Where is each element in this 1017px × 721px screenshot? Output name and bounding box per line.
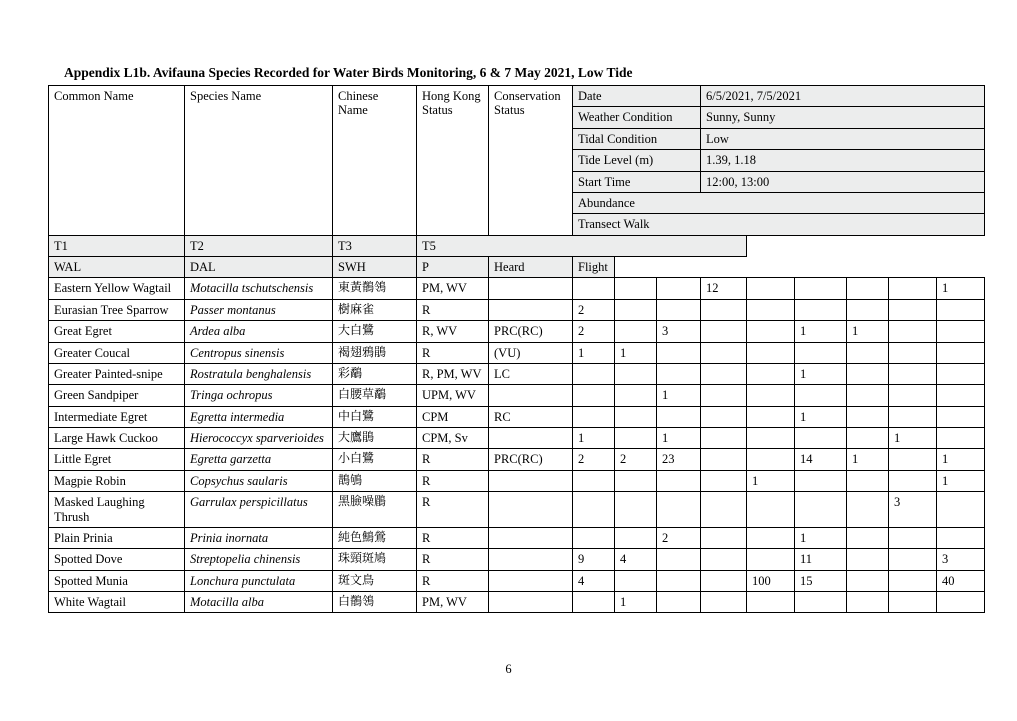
cell-species-name: Prinia inornata [185,527,333,548]
cell-swh [795,385,847,406]
avifauna-table [48,85,985,613]
cell-species-name: Centropus sinensis [185,342,333,363]
cell-species-name: Copsychus saularis [185,470,333,491]
cell-wal: 12 [701,278,747,299]
cell-species-name: Streptopelia chinensis [185,549,333,570]
cell-hk-status: R [417,342,489,363]
cell-dal [747,527,795,548]
cell-hk-status: UPM, WV [417,385,489,406]
meta-value-tide-level: 1.39, 1.18 [701,150,985,171]
cell-flight [937,385,985,406]
cell-hk-status: R [417,549,489,570]
cell-flight [937,321,985,342]
meta-label-transect-walk: Transect Walk [573,214,985,235]
cell-conservation-status: LC [489,363,573,384]
cell-t3: 3 [657,321,701,342]
cell-t1 [573,278,615,299]
cell-p [847,299,889,320]
cell-wal [701,592,747,613]
cell-t3 [657,592,701,613]
cell-t2 [615,299,657,320]
cell-t2 [615,278,657,299]
cell-heard [889,363,937,384]
cell-heard: 1 [889,428,937,449]
cell-conservation-status [489,385,573,406]
col-header-common-name: Common Name [49,86,185,236]
cell-wal [701,470,747,491]
cell-wal [701,549,747,570]
cell-species-name: Ardea alba [185,321,333,342]
cell-flight: 3 [937,549,985,570]
page-title: Appendix L1b. Avifauna Species Recorded for Water Birds Monitoring, 6 & 7 May 2021, Low Tide [64,65,633,80]
cell-heard [889,406,937,427]
table-row [49,342,985,363]
cell-swh [795,278,847,299]
cell-p [847,492,889,528]
table-row [49,406,985,427]
cell-species-name: Egretta intermedia [185,406,333,427]
cell-chinese-name: 小白鷺 [333,449,417,470]
cell-dal [747,406,795,427]
cell-p [847,570,889,591]
cell-hk-status: CPM, Sv [417,428,489,449]
cell-swh: 1 [795,321,847,342]
col-header-hk-status: Hong Kong Status [417,86,489,236]
cell-t1 [573,592,615,613]
cell-species-name: Motacilla tschutschensis [185,278,333,299]
cell-common-name: Little Egret [49,449,185,470]
col-header-t3: T3 [333,235,417,256]
cell-species-name: Egretta garzetta [185,449,333,470]
cell-common-name: Intermediate Egret [49,406,185,427]
cell-swh: 14 [795,449,847,470]
col-header-species-name: Species Name [185,86,333,236]
cell-hk-status: R [417,299,489,320]
cell-common-name: White Wagtail [49,592,185,613]
cell-swh [795,492,847,528]
cell-swh [795,470,847,491]
cell-common-name: Greater Painted-snipe [49,363,185,384]
cell-p [847,278,889,299]
cell-t1: 1 [573,428,615,449]
cell-dal [747,549,795,570]
cell-t2 [615,321,657,342]
cell-conservation-status [489,428,573,449]
cell-t3 [657,278,701,299]
cell-conservation-status [489,592,573,613]
cell-flight: 1 [937,449,985,470]
cell-heard [889,527,937,548]
cell-heard [889,299,937,320]
header-row-transects [49,235,985,256]
table-row [49,549,985,570]
page-number: 6 [505,662,512,676]
cell-common-name: Greater Coucal [49,342,185,363]
cell-dal [747,492,795,528]
cell-chinese-name: 彩鷸 [333,363,417,384]
meta-value-start-time: 12:00, 13:00 [701,171,985,192]
cell-t2 [615,527,657,548]
table-row [49,363,985,384]
cell-wal [701,299,747,320]
cell-p [847,428,889,449]
cell-hk-status: R [417,570,489,591]
cell-common-name: Masked Laughing Thrush [49,492,185,528]
cell-t2 [615,492,657,528]
cell-chinese-name: 白腰草鷸 [333,385,417,406]
meta-label-date: Date [573,86,701,107]
table-row [49,385,985,406]
cell-chinese-name: 褐翅鴉鵑 [333,342,417,363]
cell-heard [889,385,937,406]
cell-wal [701,570,747,591]
cell-flight: 1 [937,278,985,299]
cell-hk-status: R [417,449,489,470]
cell-t1: 4 [573,570,615,591]
cell-wal [701,527,747,548]
cell-chinese-name: 東黃鶺鴒 [333,278,417,299]
cell-species-name: Motacilla alba [185,592,333,613]
cell-species-name: Hierococcyx sparverioides [185,428,333,449]
cell-t3 [657,342,701,363]
col-header-p: P [417,257,489,278]
cell-species-name: Lonchura punctulata [185,570,333,591]
col-header-swh: SWH [333,257,417,278]
cell-dal [747,321,795,342]
col-header-flight: Flight [573,257,615,278]
cell-species-name: Tringa ochropus [185,385,333,406]
cell-t2 [615,406,657,427]
cell-t2: 4 [615,549,657,570]
cell-t1: 1 [573,342,615,363]
cell-common-name: Magpie Robin [49,470,185,491]
cell-flight [937,428,985,449]
cell-t3 [657,299,701,320]
cell-t2 [615,385,657,406]
cell-swh [795,342,847,363]
cell-species-name: Garrulax perspicillatus [185,492,333,528]
cell-conservation-status: PRC(RC) [489,449,573,470]
table-row [49,278,985,299]
cell-t1 [573,363,615,384]
cell-t2: 1 [615,592,657,613]
header-row-subsites [49,257,985,278]
cell-t1: 2 [573,299,615,320]
cell-t1 [573,492,615,528]
meta-label-tidal-condition: Tidal Condition [573,128,701,149]
cell-hk-status: R [417,492,489,528]
cell-t3: 1 [657,428,701,449]
header-row-date [49,86,985,107]
cell-flight [937,592,985,613]
cell-heard [889,342,937,363]
cell-t2 [615,363,657,384]
cell-chinese-name: 純色鷦鶯 [333,527,417,548]
cell-p [847,342,889,363]
cell-flight [937,492,985,528]
cell-common-name: Large Hawk Cuckoo [49,428,185,449]
cell-hk-status: PM, WV [417,592,489,613]
cell-t1: 2 [573,321,615,342]
cell-swh: 11 [795,549,847,570]
cell-dal [747,449,795,470]
cell-p [847,406,889,427]
cell-wal [701,449,747,470]
cell-conservation-status: (VU) [489,342,573,363]
cell-p: 1 [847,321,889,342]
cell-hk-status: R, PM, WV [417,363,489,384]
col-header-chinese-name: Chinese Name [333,86,417,236]
cell-conservation-status [489,570,573,591]
cell-t1: 2 [573,449,615,470]
table-row [49,470,985,491]
cell-hk-status: PM, WV [417,278,489,299]
cell-t2 [615,470,657,491]
cell-dal [747,342,795,363]
meta-label-abundance: Abundance [573,192,985,213]
cell-t2: 1 [615,342,657,363]
table-row [49,449,985,470]
cell-chinese-name: 珠頸斑鳩 [333,549,417,570]
cell-heard [889,570,937,591]
cell-t2: 2 [615,449,657,470]
cell-heard [889,549,937,570]
meta-label-tide-level: Tide Level (m) [573,150,701,171]
cell-dal [747,385,795,406]
col-header-wal: WAL [49,257,185,278]
cell-flight [937,527,985,548]
col-header-conservation-status: Conservation Status [489,86,573,236]
cell-common-name: Eastern Yellow Wagtail [49,278,185,299]
cell-chinese-name: 大鷹鵑 [333,428,417,449]
cell-p [847,363,889,384]
cell-p [847,592,889,613]
cell-t1 [573,406,615,427]
cell-swh [795,299,847,320]
cell-heard [889,321,937,342]
cell-heard [889,278,937,299]
cell-hk-status: R [417,527,489,548]
cell-common-name: Eurasian Tree Sparrow [49,299,185,320]
cell-p [847,527,889,548]
cell-dal: 100 [747,570,795,591]
cell-p: 1 [847,449,889,470]
table-row [49,428,985,449]
cell-chinese-name: 黑臉噪鶥 [333,492,417,528]
cell-t3: 23 [657,449,701,470]
cell-wal [701,406,747,427]
table-row [49,492,985,528]
meta-value-weather-condition: Sunny, Sunny [701,107,985,128]
cell-swh: 1 [795,406,847,427]
cell-chinese-name: 樹麻雀 [333,299,417,320]
table-body [49,278,985,613]
cell-dal [747,299,795,320]
cell-t3: 2 [657,527,701,548]
cell-t3 [657,492,701,528]
table-header [49,86,985,278]
col-header-t2: T2 [185,235,333,256]
cell-common-name: Green Sandpiper [49,385,185,406]
col-header-dal: DAL [185,257,333,278]
cell-conservation-status [489,492,573,528]
cell-p [847,385,889,406]
cell-conservation-status: PRC(RC) [489,321,573,342]
cell-t3 [657,570,701,591]
cell-wal [701,428,747,449]
cell-t3 [657,470,701,491]
cell-t1: 9 [573,549,615,570]
cell-heard [889,592,937,613]
cell-t3: 1 [657,385,701,406]
cell-t3 [657,549,701,570]
cell-wal [701,321,747,342]
cell-swh [795,428,847,449]
cell-t1 [573,470,615,491]
table-row [49,321,985,342]
col-header-t1: T1 [49,235,185,256]
meta-value-date: 6/5/2021, 7/5/2021 [701,86,985,107]
col-header-t5: T5 [417,235,747,256]
cell-heard [889,449,937,470]
cell-t2 [615,428,657,449]
cell-common-name: Plain Prinia [49,527,185,548]
table-row [49,570,985,591]
cell-flight: 1 [937,470,985,491]
cell-flight [937,299,985,320]
cell-hk-status: R, WV [417,321,489,342]
cell-conservation-status [489,278,573,299]
meta-label-start-time: Start Time [573,171,701,192]
cell-wal [701,342,747,363]
cell-p [847,470,889,491]
cell-t3 [657,363,701,384]
cell-heard: 3 [889,492,937,528]
cell-dal: 1 [747,470,795,491]
cell-chinese-name: 中白鷺 [333,406,417,427]
cell-swh: 1 [795,363,847,384]
cell-species-name: Passer montanus [185,299,333,320]
cell-t2 [615,570,657,591]
cell-flight [937,342,985,363]
cell-dal [747,278,795,299]
cell-t3 [657,406,701,427]
table-row [49,592,985,613]
cell-conservation-status [489,527,573,548]
cell-flight [937,363,985,384]
cell-p [847,549,889,570]
cell-common-name: Great Egret [49,321,185,342]
cell-wal [701,492,747,528]
cell-conservation-status [489,549,573,570]
cell-wal [701,385,747,406]
meta-value-tidal-condition: Low [701,128,985,149]
cell-hk-status: R [417,470,489,491]
cell-swh: 1 [795,527,847,548]
cell-swh: 15 [795,570,847,591]
cell-dal [747,428,795,449]
cell-dal [747,363,795,384]
cell-chinese-name: 斑文鳥 [333,570,417,591]
cell-conservation-status [489,470,573,491]
cell-swh [795,592,847,613]
table-row [49,299,985,320]
cell-common-name: Spotted Munia [49,570,185,591]
cell-flight: 40 [937,570,985,591]
cell-t1 [573,527,615,548]
cell-common-name: Spotted Dove [49,549,185,570]
meta-label-weather-condition: Weather Condition [573,107,701,128]
cell-hk-status: CPM [417,406,489,427]
cell-flight [937,406,985,427]
cell-wal [701,363,747,384]
col-header-heard: Heard [489,257,573,278]
cell-t1 [573,385,615,406]
cell-dal [747,592,795,613]
cell-heard [889,470,937,491]
table-row [49,527,985,548]
cell-conservation-status: RC [489,406,573,427]
cell-chinese-name: 白鶺鴒 [333,592,417,613]
cell-chinese-name: 鵲鴝 [333,470,417,491]
cell-chinese-name: 大白鷺 [333,321,417,342]
cell-species-name: Rostratula benghalensis [185,363,333,384]
cell-conservation-status [489,299,573,320]
